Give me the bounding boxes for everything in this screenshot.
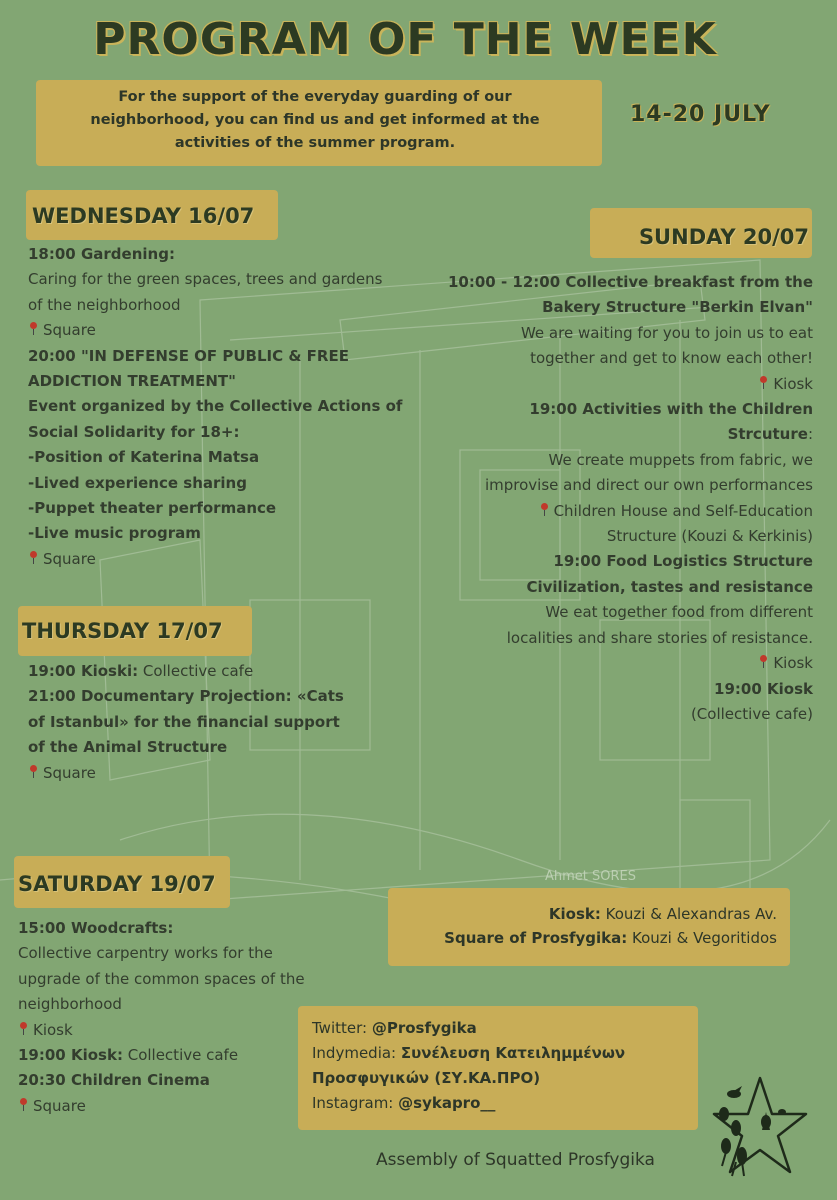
event-text: upgrade of the common spaces of the	[18, 969, 305, 988]
event-text: Square	[43, 549, 96, 568]
location-pin-icon	[18, 1098, 28, 1112]
event-text: Square	[43, 763, 96, 782]
contact-label: Twitter:	[312, 1019, 372, 1037]
event-title: 19:00 Kioski:	[28, 662, 139, 680]
indymedia-name[interactable]: Συνέλευση Κατειλημμένων	[400, 1044, 626, 1062]
page-title: PROGRAM OF THE WEEK	[93, 14, 717, 65]
event-text: Kiosk	[33, 1020, 73, 1039]
event-title: 18:00 Gardening:	[28, 245, 175, 263]
event-title: 15:00 Woodcrafts:	[18, 919, 174, 937]
event-title: 19:00 Kiosk:	[18, 1046, 123, 1065]
location-pin-icon	[539, 503, 549, 517]
event-title: 19:00 Food Logistics Structure	[553, 552, 813, 571]
event-line	[28, 496, 402, 521]
event-line	[18, 941, 305, 966]
event-line	[28, 735, 344, 760]
event-text: Children House and Self-Education	[553, 501, 813, 520]
contact-indymedia	[312, 1041, 625, 1066]
event-text: We create muppets from fabric, we	[548, 450, 813, 469]
contact-label: Indymedia:	[312, 1044, 401, 1062]
event-title: Bakery Structure "Berkin Elvan"	[542, 298, 813, 317]
location-pin-icon	[28, 322, 38, 336]
event-line	[18, 1043, 305, 1068]
event-title: ADDICTION TREATMENT"	[28, 372, 236, 391]
event-text: neighborhood	[18, 995, 122, 1014]
event-text: :	[807, 425, 813, 444]
day-heading-thursday: THURSDAY 17/07	[22, 619, 223, 643]
event-line	[28, 344, 402, 369]
event-line	[448, 600, 813, 625]
twitter-handle[interactable]: @Prosfygika	[371, 1019, 477, 1037]
event-title: 19:00 Activities with the Children	[529, 400, 813, 419]
event-title: -Live music program	[28, 524, 201, 543]
event-text: Collective cafe	[138, 662, 254, 680]
day-heading-sunday: SUNDAY 20/07	[638, 225, 809, 249]
event-text: Square	[33, 1096, 86, 1115]
location-address: Kouzi & Alexandras Av.	[600, 905, 777, 923]
event-line	[28, 369, 402, 394]
event-text: We eat together food from different	[545, 603, 813, 622]
event-text: of the neighborhood	[28, 295, 181, 314]
event-line	[28, 420, 402, 445]
saturday-events	[18, 916, 305, 1119]
location-label: Kiosk:	[548, 905, 601, 923]
location-pin-icon	[758, 655, 768, 669]
event-title: of the Animal Structure	[28, 738, 228, 757]
contact-twitter	[312, 1016, 625, 1041]
event-line	[18, 992, 305, 1017]
sketch-label: Ahmet SORES	[545, 869, 637, 884]
sunday-events	[448, 270, 813, 727]
location-line	[448, 499, 813, 524]
event-text: Kiosk	[773, 654, 813, 673]
event-text: localities and share stories of resistance.	[506, 628, 813, 647]
event-line	[28, 445, 402, 470]
event-line	[448, 549, 813, 574]
location-line	[448, 651, 813, 676]
wednesday-events	[28, 242, 402, 572]
location-kiosk	[444, 902, 777, 926]
intro-line: For the support of the everyday guarding of our	[118, 89, 512, 105]
intro-text	[40, 86, 590, 155]
contact-label: Instagram:	[312, 1094, 399, 1112]
event-text: improvise and direct our own performances	[484, 476, 813, 495]
event-line	[448, 677, 813, 702]
event-line	[18, 1068, 305, 1093]
event-line	[448, 270, 813, 295]
event-text: Collective cafe	[122, 1046, 239, 1065]
contact-indymedia-cont	[312, 1066, 625, 1091]
event-text: Square	[43, 321, 96, 340]
event-title: 21:00 Documentary Projection: «Cats	[28, 687, 344, 706]
event-line	[28, 710, 344, 735]
event-title: -Lived experience sharing	[28, 473, 247, 492]
event-title: 20:30 Children Cinema	[18, 1071, 210, 1090]
contact-instagram	[312, 1091, 625, 1116]
event-line	[448, 702, 813, 727]
star-birds-logo	[712, 1072, 808, 1180]
event-line	[28, 293, 402, 318]
event-line	[28, 684, 344, 709]
location-line	[448, 372, 813, 397]
day-heading-saturday: SATURDAY 19/07	[18, 872, 216, 896]
event-line	[28, 267, 402, 292]
location-pin-icon	[758, 376, 768, 390]
event-line	[28, 659, 344, 684]
location-pin-icon	[28, 551, 38, 565]
event-line	[448, 295, 813, 320]
location-pin-icon	[28, 765, 38, 779]
event-line	[18, 916, 305, 941]
location-pin-icon	[18, 1022, 28, 1036]
indymedia-name-cont[interactable]: Προσφυγικών (ΣΥ.ΚΑ.ΠΡΟ)	[312, 1069, 541, 1087]
date-range: 14-20 JULY	[630, 102, 771, 127]
event-title: Social Solidarity for 18+:	[28, 422, 240, 441]
instagram-handle[interactable]: @sykapro__	[398, 1094, 496, 1112]
event-line	[448, 346, 813, 371]
location-square	[444, 926, 777, 950]
location-line	[18, 1018, 305, 1043]
intro-line: neighborhood, you can find us and get informed at the	[90, 112, 540, 128]
intro-line: activities of the summer program.	[174, 135, 456, 151]
event-line	[448, 524, 813, 549]
event-title: 10:00 - 12:00 Collective breakfast from the	[447, 273, 813, 291]
location-line	[28, 547, 402, 572]
event-line	[448, 397, 813, 422]
event-line	[18, 967, 305, 992]
event-text: together and get to know each other!	[530, 349, 813, 368]
event-line	[28, 394, 402, 419]
thursday-events	[28, 659, 344, 786]
event-text: We are waiting for you to join us to eat	[520, 323, 813, 342]
event-title: Civilization, tastes and resistance	[526, 577, 813, 596]
event-title: Strcuture	[727, 425, 808, 444]
event-text: Collective carpentry works for the	[18, 944, 273, 963]
location-line	[28, 318, 402, 343]
footer-signature: Assembly of Squatted Prosfygika	[376, 1150, 655, 1170]
event-line	[28, 471, 402, 496]
event-text: Structure (Kouzi & Kerkinis)	[606, 527, 813, 546]
event-title: -Position of Katerina Matsa	[28, 448, 260, 467]
event-text: (Collective cafe)	[690, 704, 813, 723]
event-title: of Istanbul» for the financial support	[28, 712, 340, 731]
location-label: Square of Prosfygika:	[444, 929, 628, 947]
event-title: 19:00 Kiosk	[714, 679, 813, 698]
event-title: -Puppet theater performance	[28, 499, 277, 518]
event-line	[28, 521, 402, 546]
event-line	[448, 473, 813, 498]
event-line	[448, 321, 813, 346]
event-line	[448, 626, 813, 651]
event-text: Kiosk	[773, 374, 813, 393]
event-line	[448, 575, 813, 600]
event-line	[448, 422, 813, 447]
event-line	[448, 448, 813, 473]
day-heading-wednesday: WEDNESDAY 16/07	[32, 204, 255, 228]
event-line	[28, 242, 402, 267]
event-text: Caring for the green spaces, trees and gardens	[28, 270, 383, 289]
event-title: Event organized by the Collective Actions of	[28, 397, 403, 416]
locations-info	[444, 902, 777, 950]
location-line	[28, 761, 344, 786]
contact-info	[312, 1016, 625, 1116]
location-line	[18, 1094, 305, 1119]
location-address: Kouzi & Vegoritidos	[627, 929, 777, 947]
event-title: 20:00 "IN DEFENSE OF PUBLIC & FREE	[28, 346, 349, 365]
